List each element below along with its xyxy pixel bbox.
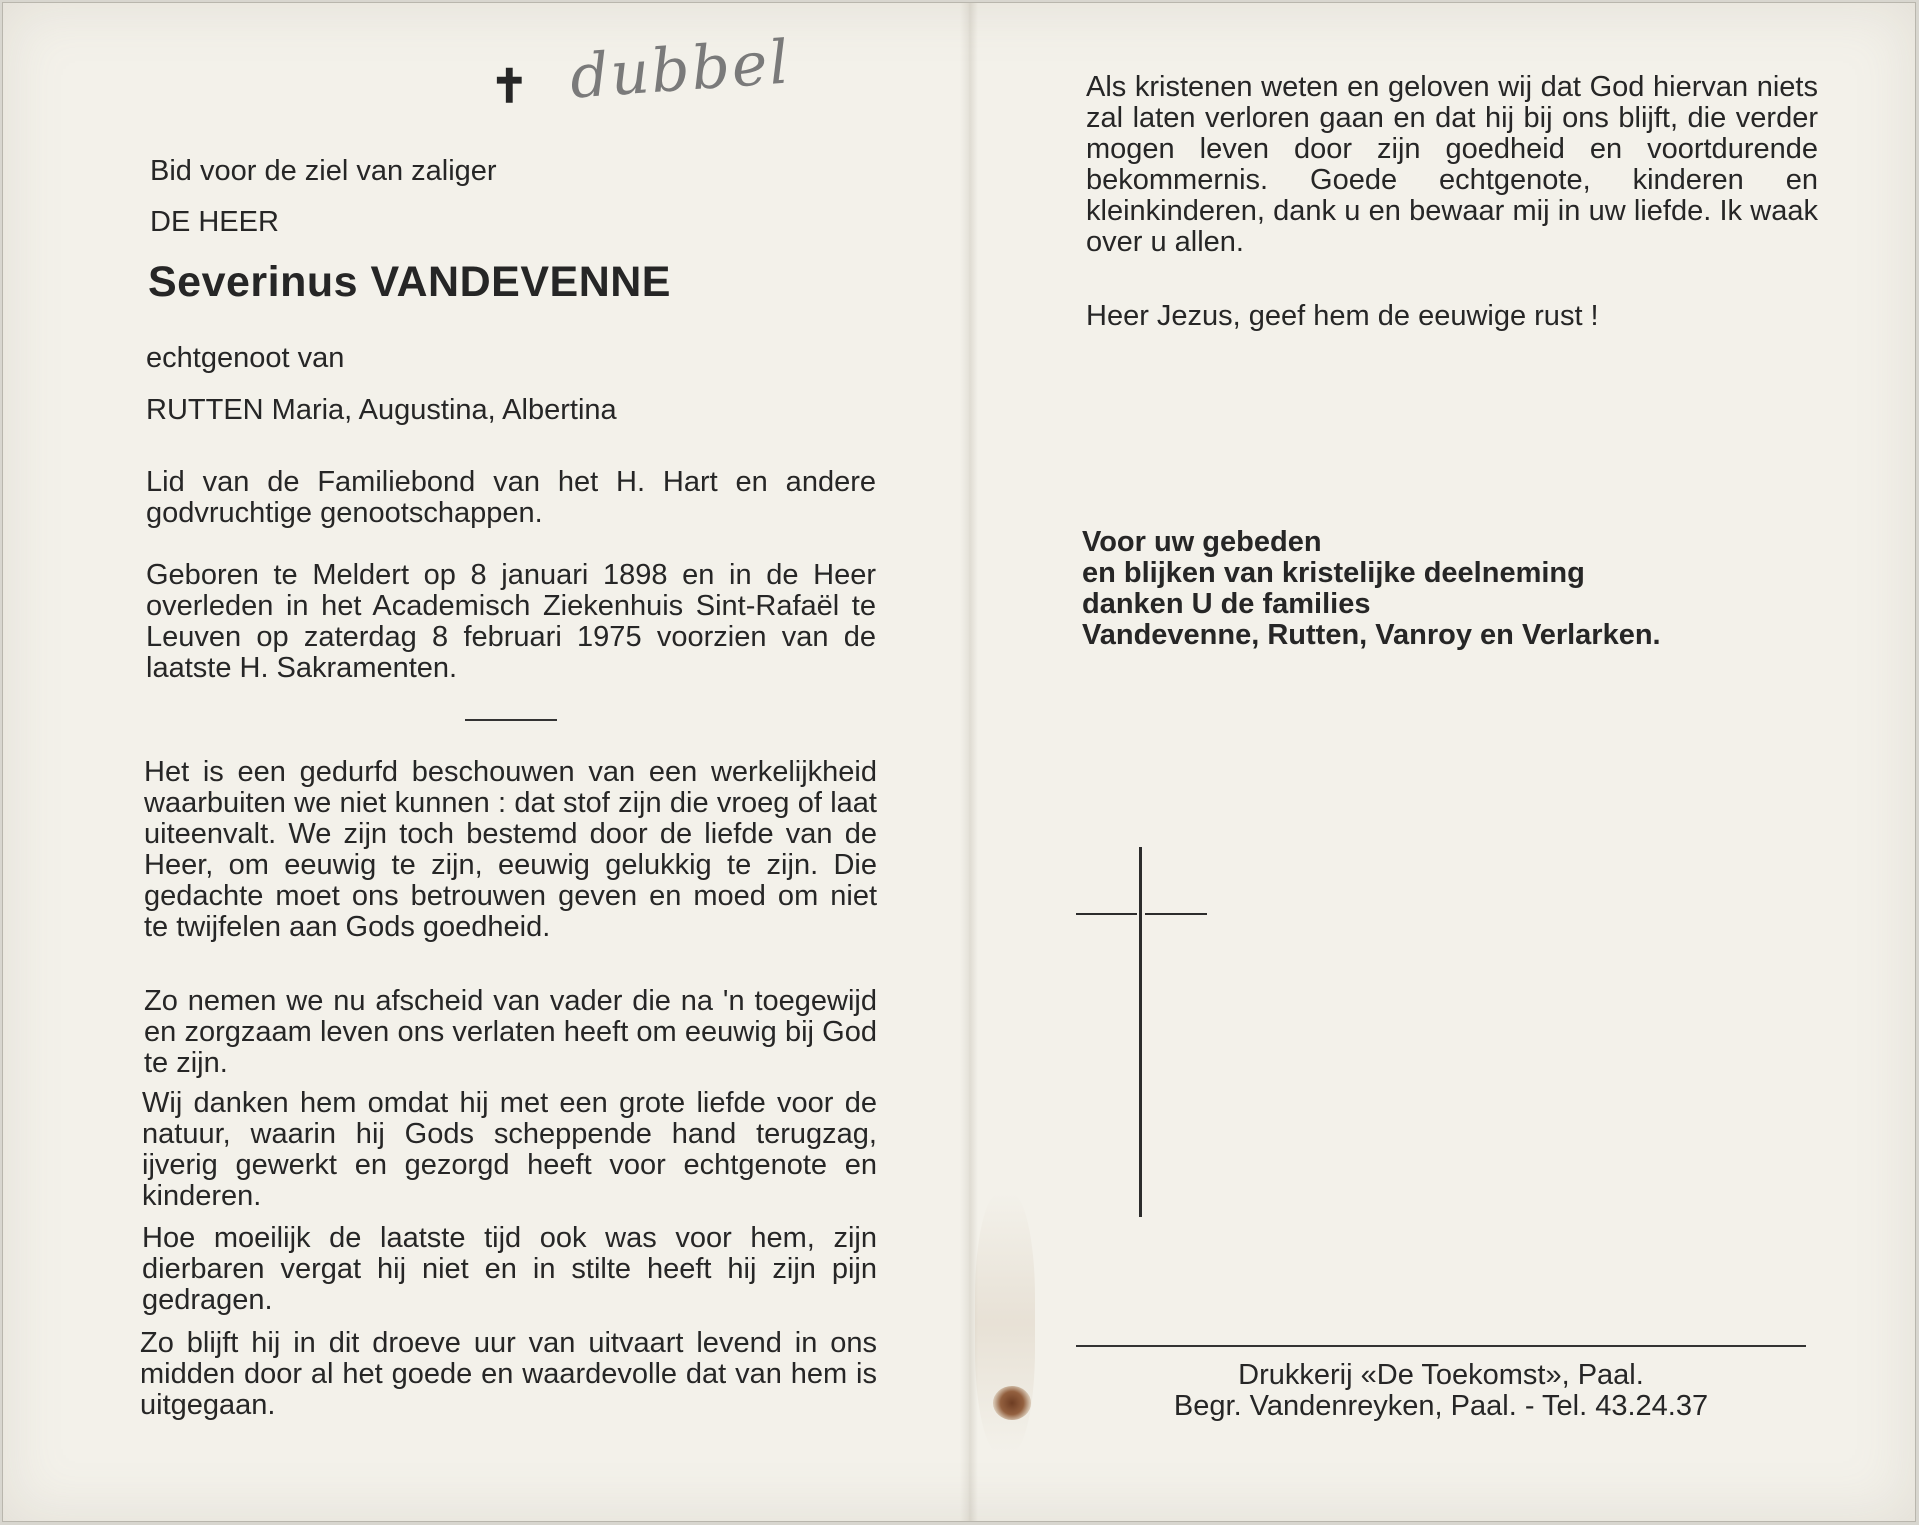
handwritten-note: dubbel <box>567 27 793 113</box>
thanks-line-2: en blijken van kristelijke deelneming <box>1082 557 1585 589</box>
reflection-paragraph-1: Het is een gedurfd beschouwen van een werkelijkheid waarbuiten we niet kunnen : dat stof zijn die vroeg of laat uiteenvalt. We zijn toch bestemd door de liefde van de Heer, om eeuwig te zijn, eeuwig gelukkig te zijn. Die gedachte moet ons betrouwen geven en moed om niet te twijfelen aan Gods goedheid. <box>144 756 877 943</box>
reflection-paragraph-4: Hoe moeilijk de laatste tijd ook was voor hem, zijn dierbaren vergat hij niet en in stilte heeft hij zijn pijn gedragen. <box>142 1222 877 1316</box>
faith-paragraph: Als kristenen weten en geloven wij dat God hiervan niets zal laten verloren gaan en dat hij bij ons blijft, die verder mogen leven door zijn goedheid en voortdurende bekommernis. Goede echtgenote, kinderen en kleinkinderen, dank u en bewaar mij in uw liefde. Ik waak over u allen. <box>1086 71 1818 258</box>
biography-paragraph: Geboren te Meldert op 8 januari 1898 en in de Heer overleden in het Academisch Ziekenhuis Sint-Rafaël te Leuven op zaterdag 8 februari 1975 voorzien van de laatste H. Sakramenten. <box>146 559 876 684</box>
spouse-label: echtgenoot van <box>146 342 345 374</box>
reflection-paragraph-2: Zo nemen we nu afscheid van vader die na 'n toegewijd en zorgzaam leven ons verlaten heeft om eeuwig bij God te zijn. <box>144 985 877 1079</box>
title-line: DE HEER <box>150 206 279 238</box>
prayer-line: Heer Jezus, geef hem de eeuwige rust ! <box>1086 300 1599 332</box>
cross-icon: ✝ <box>490 59 529 113</box>
reflection-paragraph-3: Wij danken hem omdat hij met een grote liefde voor de natuur, waarin hij Gods scheppende hand terugzag, ijverig gewerkt en gezorgd heeft voor echtgenote en kinderen. <box>142 1087 877 1212</box>
large-cross-arm-right <box>1145 913 1207 915</box>
thanks-line-4: Vandevenne, Rutten, Vanroy en Verlarken. <box>1082 619 1661 651</box>
large-cross-arm-left <box>1076 913 1137 915</box>
footer-rule <box>1076 1345 1806 1347</box>
intro-line: Bid voor de ziel van zaliger <box>150 155 497 187</box>
printer-line-2: Begr. Vandenreyken, Paal. - Tel. 43.24.37 <box>1173 1390 1709 1422</box>
thanks-line-3: danken U de families <box>1082 588 1371 620</box>
printer-line-1: Drukkerij «De Toekomst», Paal. <box>1238 1359 1644 1391</box>
stain-mark <box>993 1386 1031 1420</box>
large-cross-vertical <box>1139 847 1142 1217</box>
thanks-line-1: Voor uw gebeden <box>1082 526 1322 558</box>
divider <box>465 719 557 721</box>
membership-paragraph: Lid van de Familiebond van het H. Hart en andere godvruchtige genootschappen. <box>146 466 876 529</box>
memorial-card <box>2 2 1916 1522</box>
reflection-paragraph-5: Zo blijft hij in dit droeve uur van uitvaart levend in ons midden door al het goede en waardevolle dat van hem is uitgegaan. <box>140 1327 877 1421</box>
spouse-name: RUTTEN Maria, Augustina, Albertina <box>146 394 617 426</box>
deceased-name: Severinus VANDEVENNE <box>148 258 671 306</box>
